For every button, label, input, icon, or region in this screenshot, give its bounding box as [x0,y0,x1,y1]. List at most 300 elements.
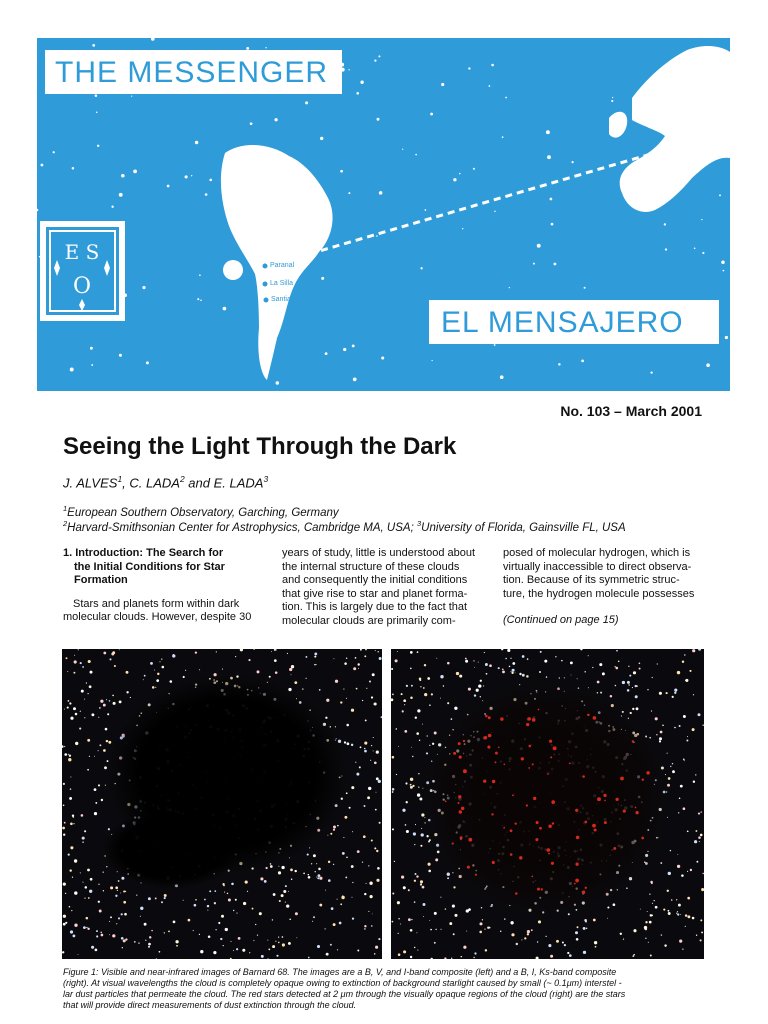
star-dot [183,676,185,678]
star-dot [635,811,638,814]
star-dot [185,670,186,671]
star-dot [613,903,616,906]
star-dot [335,680,338,683]
star-dot [369,895,372,898]
star-dot [690,869,692,871]
star-dot [155,897,157,899]
star-dot [91,713,94,716]
star-dot [462,228,463,229]
star-dot [355,657,357,659]
star-dot [410,784,412,786]
star-dot [422,886,425,889]
star-dot [357,850,360,853]
star-dot [317,874,320,877]
star-dot [74,859,77,862]
star-dot [416,932,417,933]
star-dot [650,954,652,956]
star-dot [588,655,589,656]
star-dot [68,754,69,755]
star-dot [143,679,144,680]
eso-logo-letters-top: E S [64,240,100,264]
star-dot [112,934,115,937]
star-dot [533,797,536,800]
star-dot [376,777,379,780]
star-dot [492,780,495,783]
star-dot [604,821,607,824]
star-dot [106,740,108,742]
star-dot [417,793,420,796]
star-dot [510,853,513,856]
eso-logo-letter-o: O [72,274,92,299]
star-dot [70,777,71,778]
star-dot [365,719,367,721]
star-dot [133,170,137,174]
star-dot [659,692,662,695]
masthead-title: THE MESSENGER [55,56,329,89]
star-dot [417,651,419,653]
star-dot [371,839,373,841]
star-dot [347,742,350,745]
star-dot [522,674,525,677]
star-dot [333,826,336,829]
star-dot [86,927,87,928]
star-dot [664,944,666,946]
star-dot [429,920,430,921]
star-dot [209,179,212,182]
star-dot [200,950,203,953]
star-dot [467,866,470,869]
star-dot [316,863,317,864]
star-dot [66,657,68,659]
star-dot [667,890,669,892]
star-dot [207,910,208,911]
star-dot [402,710,404,712]
star-dot [459,810,462,813]
star-dot [87,869,90,872]
star-dot [494,211,495,212]
star-dot [481,907,482,908]
star-dot [440,675,443,678]
star-dot [512,662,515,665]
star-dot [364,928,366,930]
star-dot [345,876,347,878]
star-dot [98,901,100,903]
star-dot [415,154,417,156]
body-paragraph: Stars and planets form within dark molecular clouds. However, despite 30 [63,597,252,624]
star-dot [309,847,310,848]
star-dot [88,693,89,694]
star-dot [176,945,178,947]
star-dot [112,695,114,697]
star-dot [69,702,71,704]
star-dot [666,692,668,694]
star-dot [274,118,277,121]
star-dot [406,830,409,833]
star-dot [149,936,151,938]
star-dot [375,809,377,811]
star-dot [392,921,394,923]
eso-star-icon [79,299,85,311]
star-dot [335,726,336,727]
star-dot [151,930,152,931]
star-dot [668,872,671,875]
star-dot [585,887,587,889]
star-dot [120,892,121,893]
star-dot [65,893,66,894]
star-dot [679,940,682,943]
star-dot [64,822,66,824]
star-dot [199,934,200,935]
star-dot [632,687,633,688]
star-dot [312,921,313,922]
star-dot [111,206,113,208]
star-dot [569,763,571,765]
star-dot [485,715,488,718]
star-dot [371,925,372,926]
star-dot [403,886,406,889]
star-dot [318,868,321,871]
star-dot [532,718,536,722]
star-dot [546,130,550,134]
star-dot [426,752,428,754]
star-dot [524,937,526,939]
star-dot [474,952,476,954]
star-dot [682,661,684,663]
star-dot [453,178,456,181]
star-dot [510,671,511,672]
star-dot [678,812,679,813]
star-dot [498,667,500,669]
star-dot [115,886,118,889]
star-dot [100,932,102,934]
star-dot [379,657,382,660]
star-dot [612,97,613,98]
star-dot [82,837,85,840]
star-dot [465,658,467,660]
star-dot [65,922,67,924]
star-dot [156,958,157,959]
star-dot [451,958,452,959]
star-dot [245,881,248,884]
star-dot [243,902,246,905]
star-dot [663,909,665,911]
star-dot [319,689,321,691]
star-dot [392,828,394,830]
star-dot [317,877,319,879]
star-dot [431,958,433,959]
star-dot [89,685,92,688]
star-dot [236,913,237,914]
star-dot [274,649,276,651]
star-dot [613,847,616,850]
star-dot [343,348,346,351]
star-dot [193,930,194,931]
star-dot [101,799,103,801]
dark-cloud-shape [102,809,242,889]
star-dot [564,677,565,678]
star-dot [74,660,77,663]
star-dot [364,750,367,753]
star-dot [660,862,662,864]
star-dot [257,670,260,673]
star-dot [74,924,77,927]
star-dot [695,830,697,832]
star-dot [400,923,401,924]
star-dot [144,923,147,926]
star-dot [656,734,657,735]
star-dot [94,788,97,791]
star-dot [302,688,303,689]
star-dot [75,713,78,716]
uk-shape [609,112,627,138]
star-dot [377,651,378,652]
star-dot [320,137,323,140]
star-dot [146,361,149,364]
star-dot [574,883,576,885]
star-dot [570,661,573,664]
star-dot [702,252,704,254]
star-dot [618,661,620,663]
star-dot [702,873,703,874]
star-dot [86,917,89,920]
star-dot [404,704,405,705]
author-sup: 2 [179,474,185,484]
star-dot [408,918,411,921]
star-dot [98,884,99,885]
star-dot [351,744,353,746]
star-dot [583,951,586,954]
star-dot [107,713,109,715]
star-dot [597,681,600,684]
star-dot [392,892,394,894]
star-dot [64,709,65,710]
star-dot [150,662,153,665]
star-dot [372,914,373,915]
star-dot [213,951,216,954]
star-dot [685,914,687,916]
star-dot [351,709,354,712]
star-dot [119,700,122,703]
star-dot [112,651,115,654]
star-dot [575,931,578,934]
star-dot [452,905,455,908]
author-sup: 3 [263,474,269,484]
star-dot [236,948,238,950]
star-dot [242,949,245,952]
star-dot [632,955,634,957]
star-dot [539,827,542,830]
star-dot [677,671,680,674]
star-dot [700,939,702,941]
star-dot [218,922,220,924]
europe-shape [620,46,730,212]
star-dot [679,797,681,799]
star-dot [92,44,95,47]
star-dot [489,664,492,667]
star-dot [356,688,358,690]
star-dot [223,885,225,887]
star-dot [405,824,407,826]
star-dot [515,822,517,824]
star-dot [185,175,188,178]
star-dot [484,928,485,929]
star-dot [428,870,431,873]
star-dot [432,743,434,745]
star-dot [649,893,650,894]
star-dot [289,668,292,671]
star-dot [415,824,416,825]
star-dot [265,47,266,48]
star-dot [74,655,75,656]
star-dot [121,913,123,915]
star-dot [364,748,366,750]
star-dot [532,763,534,765]
star-dot [509,666,511,668]
star-dot [275,941,276,942]
star-dot [373,750,374,751]
star-dot [352,897,353,898]
star-dot [483,685,484,686]
star-dot [371,745,372,746]
author-name: C. LADA [129,475,180,491]
star-dot [392,791,394,793]
star-dot [379,191,383,195]
star-dot [423,916,424,917]
star-dot [121,174,125,178]
star-dot [255,924,256,925]
star-dot [445,800,447,802]
star-dot [103,749,106,752]
star-dot [98,750,99,751]
munich-dot [683,142,688,147]
barnard-68-visible-image [62,649,382,959]
star-dot [340,701,342,703]
star-dot [460,836,463,839]
star-dot [411,685,413,687]
star-dot [723,270,725,272]
star-dot [404,730,407,733]
star-dot [352,882,353,883]
star-dot [529,745,532,748]
star-dot [106,699,107,700]
star-dot [53,151,55,153]
star-dot [103,872,104,873]
star-dot [403,950,406,953]
star-dot [342,852,345,855]
star-dot [375,946,378,949]
star-dot [584,821,587,824]
star-dot [401,693,403,695]
star-dot [628,684,629,685]
star-dot [527,933,529,935]
star-dot [457,802,459,804]
star-dot [659,740,661,742]
star-dot [692,649,695,652]
star-dot [509,287,510,288]
star-dot [308,876,311,879]
star-dot [220,938,222,940]
star-dot [223,945,224,946]
star-dot [488,85,490,87]
star-dot [123,890,125,892]
star-dot [126,671,129,674]
star-dot [84,699,85,700]
star-dot [275,671,278,674]
star-dot [308,957,310,959]
star-dot [351,865,354,868]
star-dot [633,929,636,932]
star-dot [515,892,518,895]
star-dot [115,895,117,897]
star-dot [463,946,466,949]
star-dot [531,876,533,878]
star-dot [459,173,460,174]
star-dot [151,38,155,41]
star-dot [672,696,674,698]
star-dot [410,956,412,958]
star-dot [108,828,110,830]
island-shape [223,260,243,280]
star-dot [364,742,367,745]
star-dot [286,904,289,907]
star-dot [374,60,376,62]
issue-number: No. 103 – March 2001 [560,403,702,419]
star-dot [356,92,359,95]
star-dot [70,368,74,372]
star-dot [582,890,586,894]
star-dot [69,755,71,757]
star-dot [295,870,297,872]
star-dot [651,710,652,711]
star-dot [248,659,250,661]
star-dot [680,785,683,788]
barnard-68-infrared-image [391,649,704,959]
star-dot [319,904,322,907]
star-dot [544,660,547,663]
star-dot [215,929,216,930]
star-dot [461,807,464,810]
star-dot [678,904,681,907]
star-dot [63,882,66,885]
star-dot [405,782,407,784]
star-dot [576,836,580,840]
star-dot [314,653,317,656]
star-dot [706,363,710,367]
star-dot [89,756,90,757]
star-dot [502,670,505,673]
star-dot [119,649,120,650]
star-dot [103,704,106,707]
star-dot [611,100,613,102]
star-dot [655,906,658,909]
star-dot [674,692,676,694]
star-dot [344,741,346,743]
star-dot [96,112,98,114]
star-dot [340,903,342,905]
star-dot [635,685,637,687]
star-dot [583,927,586,930]
author-name: J. ALVES [63,475,118,491]
star-dot [69,906,71,908]
star-dot [414,947,415,948]
star-dot [259,912,262,915]
column-1 [63,547,271,625]
star-dot [564,944,566,946]
star-dot [416,732,419,735]
star-dot [689,670,691,672]
affiliation-line: $^1$European Southern Observatory, Garching, Germany [63,504,339,519]
star-dot [72,816,74,818]
